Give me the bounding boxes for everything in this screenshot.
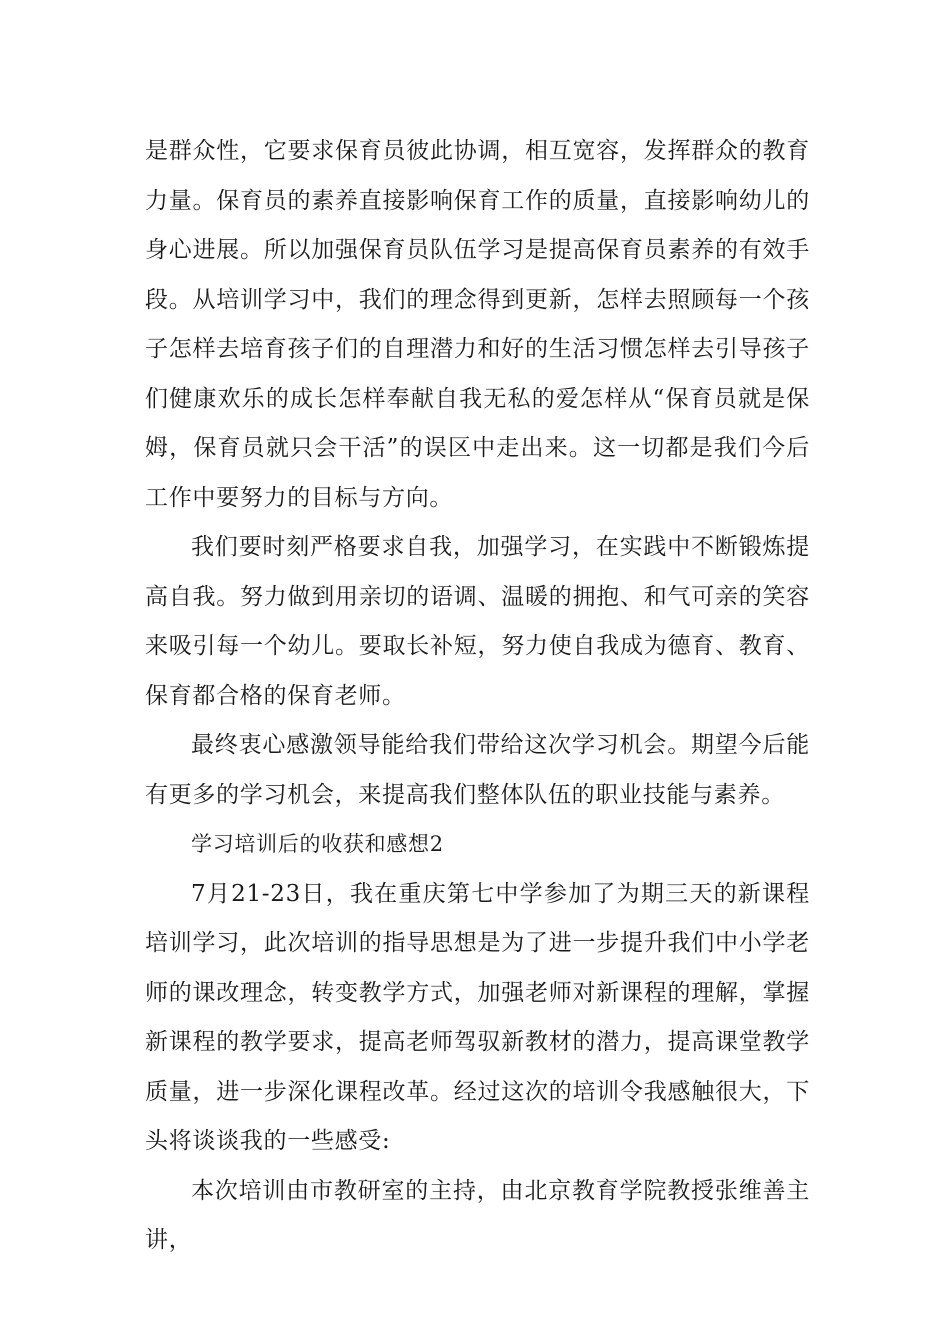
section-heading: 学习培训后的收获和感想2	[191, 832, 444, 856]
paragraph-3: 最终衷心感激领导能给我们带给这次学习机会。期望今后能有更多的学习机会，来提高我们整体队伍的职业技能与素养。	[145, 732, 810, 808]
paragraph-2: 我们要时刻严格要求自我，加强学习，在实践中不断锻炼提高自我。努力做到用亲切的语调、温暖的拥抱、和气可亲的笑容来吸引每一个幼儿。要取长补短，努力使自我成为德育、教育、保育都合格的保育老师。	[145, 534, 810, 709]
paragraph-1: 是群众性，它要求保育员彼此协调，相互宽容，发挥群众的教育力量。保育员的素养直接影响保育工作的质量，直接影响幼儿的身心进展。所以加强保育员队伍学习是提高保育员素养的有效手段。从培训学习中，我们的理念得到更新，怎样去照顾每一个孩子怎样去培育孩子们的自理潜力和好的生活习惯怎样去引导孩子们健康欢乐的成长怎样奉献自我无私的爱怎样从“保育员就是保姆，保育员就只会干活”的误区中走出来。这一切都是我们今后工作中要努力的目标与方向。	[145, 138, 810, 511]
paragraph-4: 7月21-23日，我在重庆第七中学参加了为期三天的新课程培训学习，此次培训的指导思想是为了进一步提升我们中小学老师的课改理念，转变教学方式，加强老师对新课程的理解，掌握新课程的教学要求，提高老师驾驭新教材的潜力，提高课堂教学质量，进一步深化课程改革。经过这次的培训令我感触很大，下头将谈谈我的一些感受:	[145, 880, 810, 1154]
document-body	[145, 127, 810, 1266]
paragraph-5: 本次培训由市教研室的主持，由北京教育学院教授张维善主讲，	[145, 1177, 810, 1253]
